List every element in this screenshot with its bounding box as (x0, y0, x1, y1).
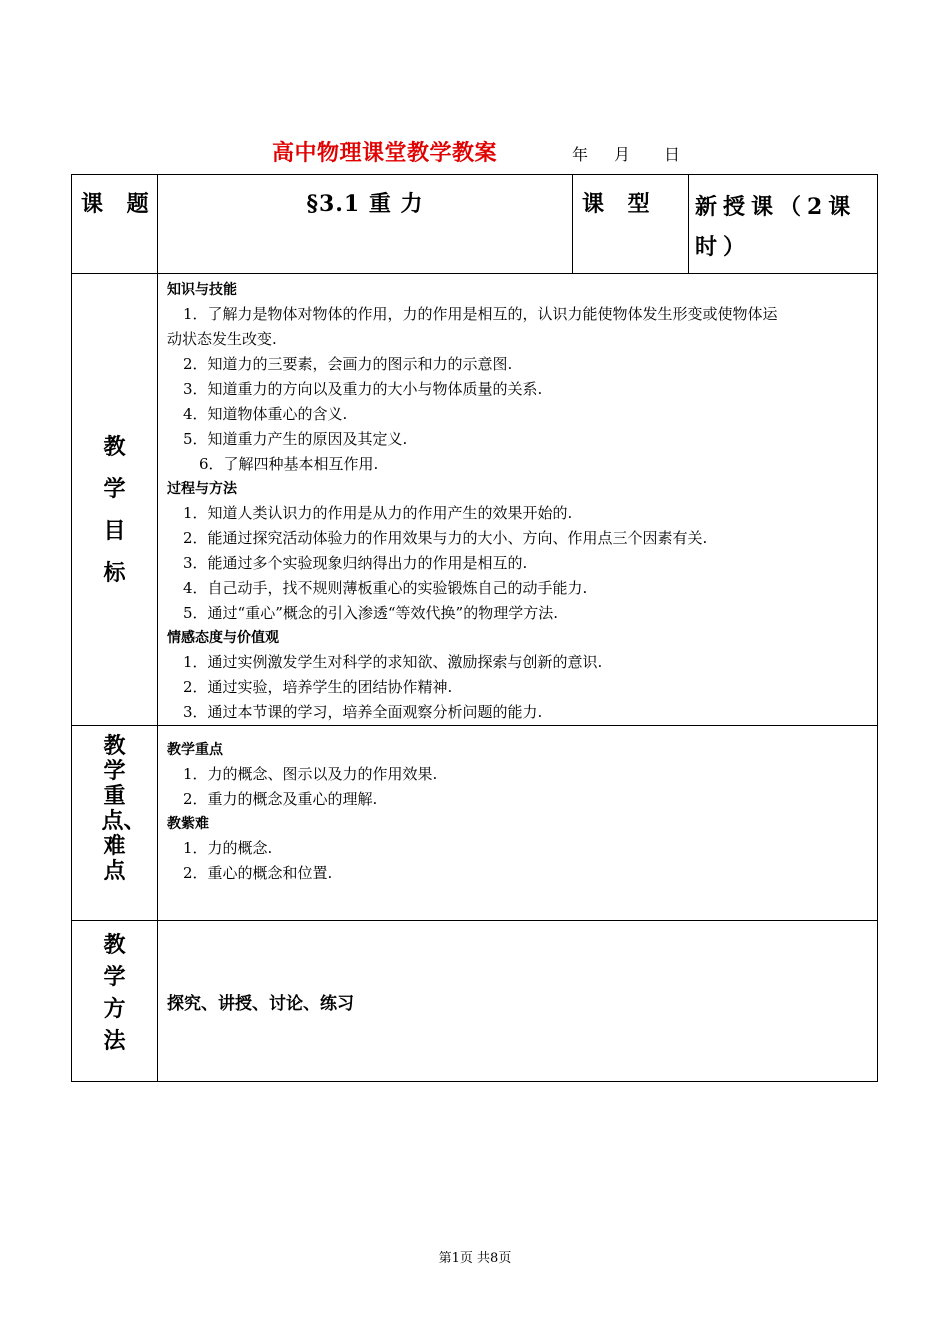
key-point-item: 1．力的概念、图示以及力的作用效果. (183, 765, 438, 783)
objective-item: 4．自己动手，找不规则薄板重心的实验锻炼自己的动手能力. (183, 579, 588, 597)
objective-item: 1．通过实例激发学生对科学的求知欲、激励探索与创新的意识. (183, 653, 603, 671)
page-footer: 第1页 共8页 (438, 1251, 512, 1266)
objective-item: 3．知道重力的方向以及重力的大小与物体质量的关系. (183, 380, 543, 398)
type-value: 新授课（2课时） (695, 194, 857, 260)
topic-value-cell (158, 175, 573, 274)
key-points-content-cell (158, 726, 878, 921)
objectives-label: 教学目标 (103, 433, 126, 586)
type-label-cell (573, 175, 689, 274)
key-points-label-cell (72, 726, 158, 921)
objective-item: 3．通过本节课的学习，培养全面观察分析问题的能力. (183, 703, 543, 721)
objectives-section-title: 过程与方法 (167, 481, 237, 497)
objective-item: 2．知道力的三要素，会画力的图示和力的示意图. (183, 355, 513, 373)
date-year: 年 (572, 145, 589, 164)
key-point-item: 1．力的概念. (183, 839, 273, 857)
methods-value: 探究、讲授、讨论、练习 (167, 993, 354, 1014)
document-header (0, 136, 950, 168)
methods-row (72, 921, 878, 1082)
objective-item: 2．通过实验，培养学生的团结协作精神. (183, 678, 453, 696)
topic-label-cell (72, 175, 158, 274)
key-point-item: 2．重心的概念和位置. (183, 864, 333, 882)
objectives-label-cell (72, 274, 158, 726)
objective-item: 2．能通过探究活动体验力的作用效果与力的大小、方向、作用点三个因素有关. (183, 529, 708, 547)
objective-item: 1．知道人类认识力的作用是从力的作用产生的效果开始的. (183, 504, 573, 522)
document-title: 高中物理课堂教学教案 (272, 140, 498, 166)
date-day: 日 (664, 145, 681, 164)
methods-label-cell (72, 921, 158, 1082)
objectives-section-title: 知识与技能 (167, 282, 237, 298)
key-points-section-title: 教学重点 (167, 742, 223, 758)
methods-content-cell (158, 921, 878, 1082)
objective-item: 5．通过“重心”概念的引入渗透“等效代换”的物理学方法. (183, 604, 558, 622)
objective-item: 动状态发生改变. (167, 330, 277, 348)
topic-label: 课 题 (81, 191, 157, 217)
topic-value: §3.1 重 力 (306, 191, 424, 217)
key-point-item: 2．重力的概念及重心的理解. (183, 790, 378, 808)
objectives-section-title: 情感态度与价值观 (167, 630, 279, 646)
objectives-content-cell (158, 274, 878, 726)
type-value-cell (689, 175, 878, 274)
lesson-plan-table (71, 174, 878, 1082)
methods-label: 教学方法 (103, 932, 126, 1054)
topic-row (72, 175, 878, 274)
objective-item: 3．能通过多个实验现象归纳得出力的作用是相互的. (183, 554, 528, 572)
objective-item: 1．了解力是物体对物体的作用，力的作用是相互的，认识力能使物体发生形变或使物体运 (183, 305, 778, 323)
key-points-section-title: 教紫难 (167, 816, 209, 832)
key-points-row (72, 726, 878, 921)
type-label: 课 型 (582, 191, 658, 217)
objective-item: 4．知道物体重心的含义. (183, 405, 348, 423)
objective-item: 5．知道重力产生的原因及其定义. (183, 430, 408, 448)
date-month: 月 (614, 145, 631, 164)
objective-item: 6．了解四种基本相互作用. (199, 455, 379, 473)
objectives-row (72, 274, 878, 726)
key-points-label: 教学重点、难点 (101, 733, 146, 884)
